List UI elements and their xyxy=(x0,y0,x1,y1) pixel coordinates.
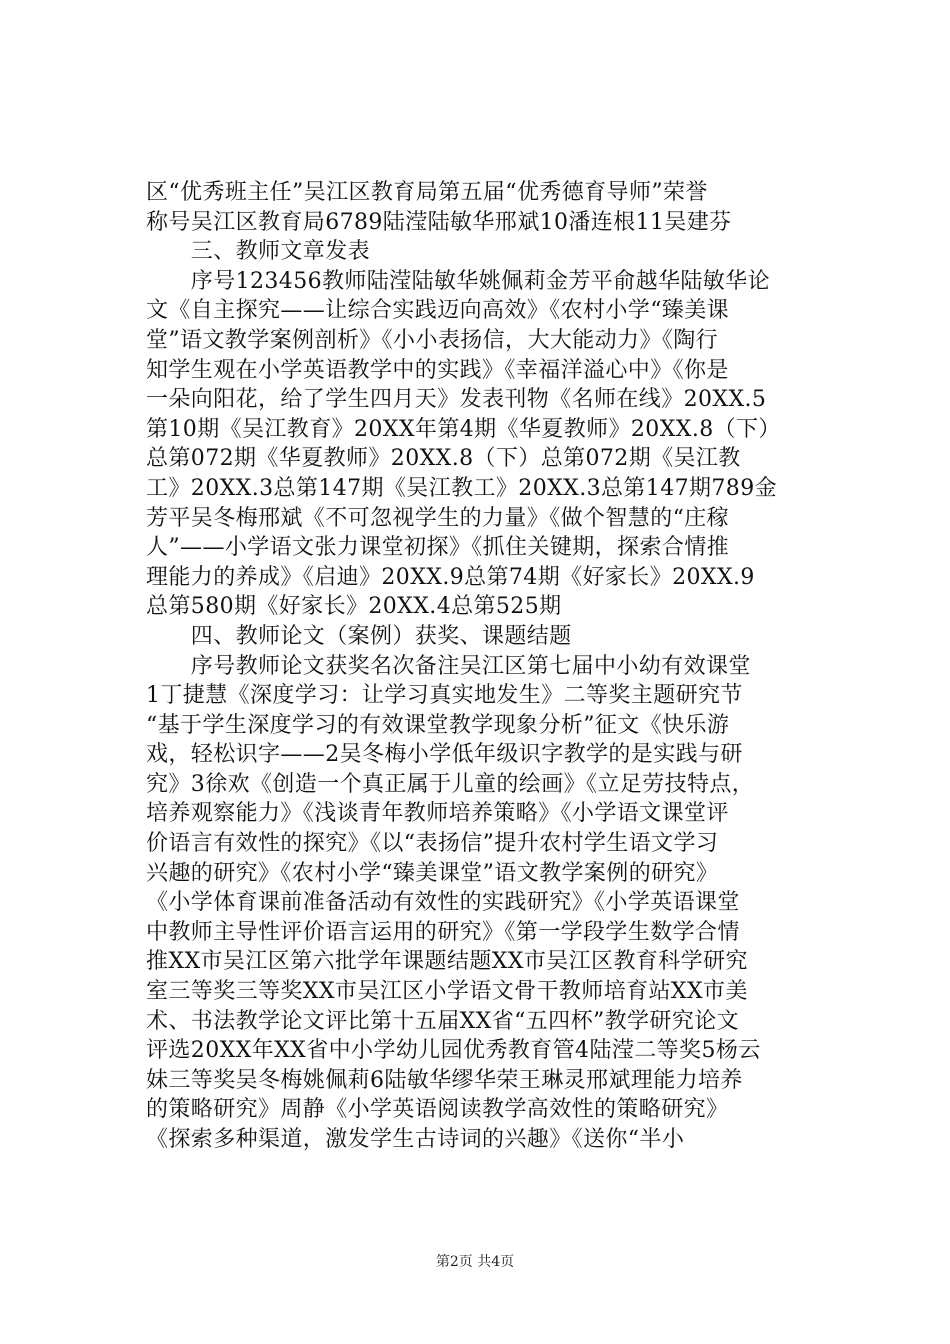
text-line: 价语言有效性的探究》《以“表扬信”提升农村学生语文学习 xyxy=(146,831,719,857)
section-heading: 四、教师论文（案例）获奖、课题结题 xyxy=(146,623,572,649)
text-line: 文《自主探究——让综合实践迈向高效》《农村小学“臻美课 xyxy=(146,298,730,324)
text-line: 理能力的养成》《启迪》20XX.9总第74期《好家长》20XX.9 xyxy=(146,564,755,590)
page-number-footer: 第2页 共4页 xyxy=(435,1254,515,1270)
text-line: 术、书法教学论文评比第十五届XX省“五四杯”教学研究论文 xyxy=(146,1008,740,1034)
text-line: 评选20XX年XX省中小学幼儿园优秀教育管4陆滢二等奖5杨云 xyxy=(146,1038,761,1064)
text-line: 培养观察能力》《浅谈青年教师培养策略》《小学语文课堂评 xyxy=(146,801,729,827)
text-line: 第10期《吴江教育》20XX年第4期《华夏教师》20XX.8（下） xyxy=(146,416,781,442)
text-line: 区“优秀班主任”吴江区教育局第五届“优秀德育导师”荣誉 xyxy=(146,180,708,205)
text-line: 戏，轻松识字——2吴冬梅小学低年级识字教学的是实践与研 xyxy=(146,742,743,768)
text-line: 推XX市吴江区第六批学年课题结题XX市吴江区教育科学研究 xyxy=(146,949,748,975)
text-line: 中教师主导性评价语言运用的研究》《第一学段学生数学合情 xyxy=(146,919,740,945)
text-line: 的策略研究》周静《小学英语阅读教学高效性的策略研究》 xyxy=(146,1097,729,1123)
text-line: 芳平吴冬梅邢斌《不可忽视学生的力量》《做个智慧的“庄稼 xyxy=(146,505,730,531)
text-line: 妹三等奖吴冬梅姚佩莉6陆敏华缪华荣王琳灵邢斌理能力培养 xyxy=(146,1067,743,1093)
text-line: 称号吴江区教育局6789陆滢陆敏华邢斌10潘连根11吴建芬 xyxy=(146,209,732,235)
text-line: 序号教师论文获奖名次备注吴江区第七届中小幼有效课堂 xyxy=(146,653,751,679)
text-line: 究》3徐欢《创造一个真正属于儿童的绘画》《立足劳技特点， xyxy=(146,771,755,797)
text-line: 一朵向阳花，给了学生四月天》发表刊物《名师在线》20XX.5 xyxy=(146,387,767,413)
text-line: 序号123456教师陆滢陆敏华姚佩莉金芳平俞越华陆敏华论 xyxy=(146,268,770,294)
section-heading: 三、教师文章发表 xyxy=(146,239,371,265)
text-line: 1丁捷慧《深度学习：让学习真实地发生》二等奖主题研究节 xyxy=(146,683,743,709)
text-line: “基于学生深度学习的有效课堂教学现象分析”征文《快乐游 xyxy=(146,712,730,738)
text-line: 总第072期《华夏教师》20XX.8（下）总第072期《吴江教 xyxy=(146,446,741,472)
text-line: 知学生观在小学英语教学中的实践》《幸福洋溢心中》《你是 xyxy=(146,357,729,383)
document-body xyxy=(146,178,836,1155)
text-line: 总第580期《好家长》20XX.4总第525期 xyxy=(146,594,562,620)
text-line: 人”——小学语文张力课堂初探》《抓住关键期，探索合情推 xyxy=(146,535,730,561)
text-line: 室三等奖三等奖XX市吴江区小学语文骨干教师培育站XX市美 xyxy=(146,979,748,1005)
text-line: 兴趣的研究》《农村小学“臻美课堂”语文教学案例的研究》 xyxy=(146,860,719,886)
text-line: 《小学体育课前准备活动有效性的实践研究》《小学英语课堂 xyxy=(146,890,740,916)
text-line: 工》20XX.3总第147期《吴江教工》20XX.3总第147期789金 xyxy=(146,475,777,501)
text-line: 堂”语文教学案例剖析》《小小表扬信，大大能动力》《陶行 xyxy=(146,327,719,353)
text-line: 《探索多种渠道，激发学生古诗词的兴趣》《送你“半小 xyxy=(146,1127,685,1152)
